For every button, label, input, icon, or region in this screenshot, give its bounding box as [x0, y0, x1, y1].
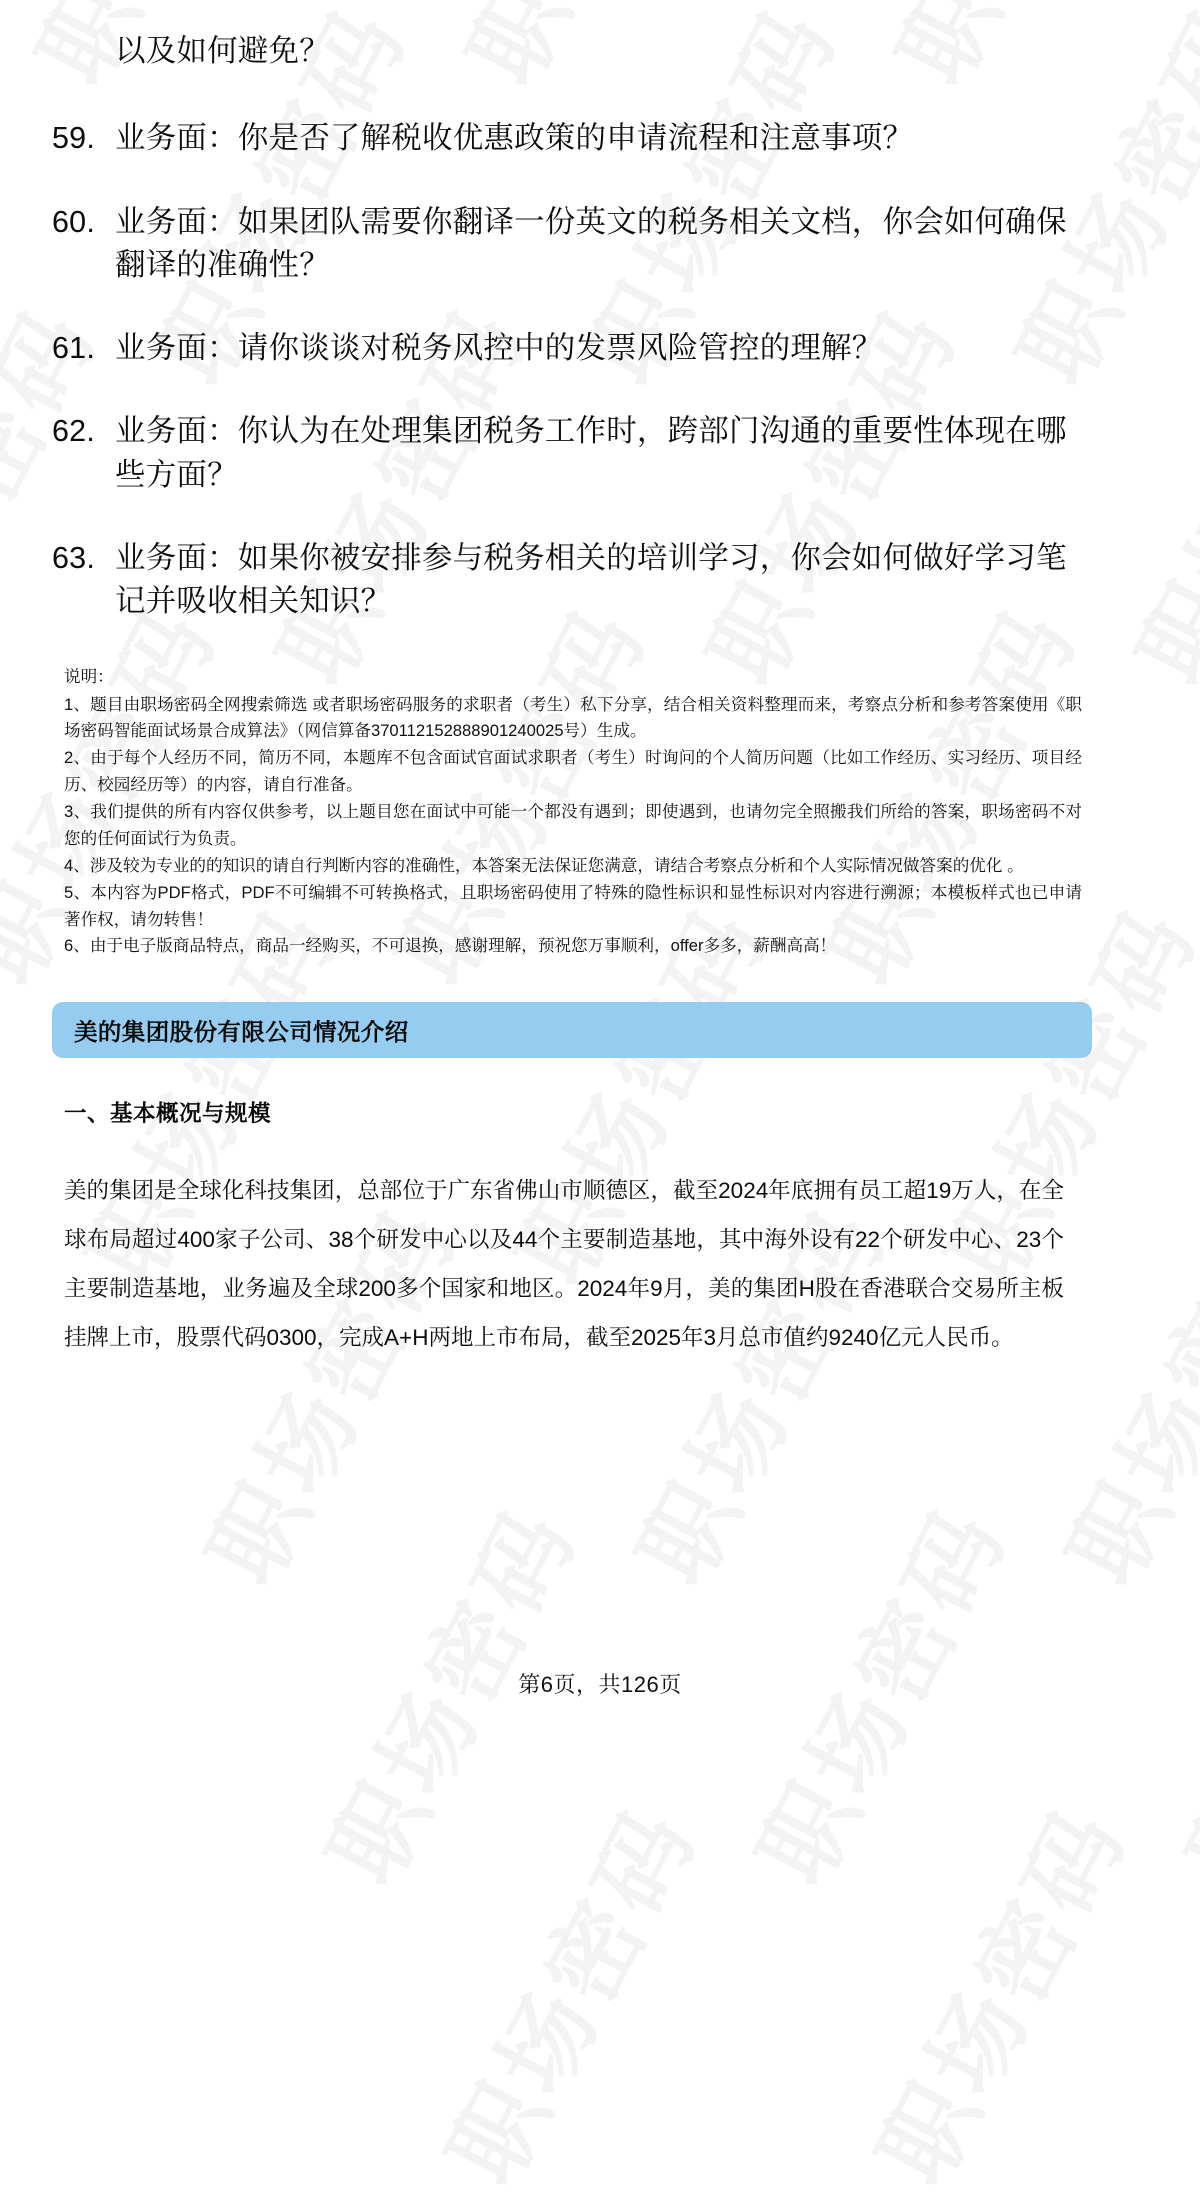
- question-text: 业务面：如果团队需要你翻译一份英文的税务相关文档，你会如何确保翻译的准确性？: [115, 204, 1067, 282]
- question-list: [52, 117, 1090, 623]
- notes-block: [52, 664, 1090, 961]
- company-banner-title: 美的集团股份有限公司情况介绍: [74, 1019, 409, 1046]
- note-item: 2、由于每个人经历不同，简历不同，本题库不包含面试官面试求职者（考生）时询问的个人简历问题（比如工作经历、实习经历、项目经历、校园经历等）的内容，请自行准备。: [64, 748, 1082, 795]
- question-item: [52, 327, 1090, 370]
- company-banner: [52, 1002, 1092, 1058]
- question-item: [52, 537, 1090, 624]
- question-text: 业务面：如果你被安排参与税务相关的培训学习，你会如何做好学习笔记并吸收相关知识？: [115, 541, 1067, 619]
- watermark-text: [410, 1780, 723, 2204]
- page-number-label: 第6页，共126页: [518, 1672, 682, 1697]
- question-item: [52, 410, 1090, 497]
- company-section: [52, 1096, 1090, 1362]
- note-item: 5、本内容为PDF格式，PDF不可编辑不可转换格式，且职场密码使用了特殊的隐性标识和显性标识对内容进行溯源；本模板样式也已申请著作权，请勿转售！: [64, 882, 1082, 929]
- question-text: 业务面：你认为在处理集团税务工作时，跨部门沟通的重要性体现在哪些方面？: [115, 414, 1067, 492]
- company-section-heading: 一、基本概况与规模: [64, 1101, 272, 1127]
- company-section-body: 美的集团是全球化科技集团，总部位于广东省佛山市顺德区，截至2024年底拥有员工超19万人，在全球布局超过400家子公司、38个研发中心以及44个主要制造基地，其中海外设有22个研发中心、23个主要制造基地，业务遍及全球200多个国家和地区。2024年9月，美的集团H股在香港联合交易所主板挂牌上市，股票代码0300，完成A+H两地上市布局，截至2025年3月总市值约9240亿元人民币。: [64, 1178, 1064, 1351]
- page-footer: [0, 1668, 1200, 1699]
- question-item: [52, 117, 1090, 160]
- question-number: 61.: [52, 331, 95, 366]
- watermark-text: [840, 1780, 1153, 2204]
- question-number: 63.: [52, 541, 95, 576]
- question-number: 59.: [52, 121, 95, 156]
- note-item: 4、涉及较为专业的的知识的请自行判断内容的准确性，本答案无法保证您满意，请结合考察点分析和个人实际情况做答案的优化 。: [64, 855, 1024, 875]
- notes-title: 说明：: [64, 666, 114, 686]
- question-number: 62.: [52, 414, 95, 449]
- continued-question: [52, 30, 1090, 73]
- question-number: 60.: [52, 204, 95, 239]
- note-item: 6、由于电子版商品特点，商品一经购买，不可退换，感谢理解，预祝您万事顺利，offer多多，薪酬高高！: [64, 936, 837, 956]
- question-text: 业务面：你是否了解税收优惠政策的申请流程和注意事项？: [115, 121, 914, 156]
- continued-question-text: 以及如何避免？: [115, 34, 330, 68]
- note-item: 1、题目由职场密码全网搜索筛选 或者职场密码服务的求职者（考生）私下分享，结合相关资料整理而来，考察点分析和参考答案使用《职场密码智能面试场景合成算法》（网信算备370112152888901240025号）生成。: [64, 694, 1082, 741]
- question-item: [52, 201, 1090, 288]
- note-item: 3、我们提供的所有内容仅供参考，以上题目您在面试中可能一个都没有遇到；即使遇到，也请勿完全照搬我们所给的答案，职场密码不对您的任何面试行为负责。: [64, 802, 1082, 848]
- question-text: 业务面：请你谈谈对税务风控中的发票风险管控的理解？: [115, 331, 883, 366]
